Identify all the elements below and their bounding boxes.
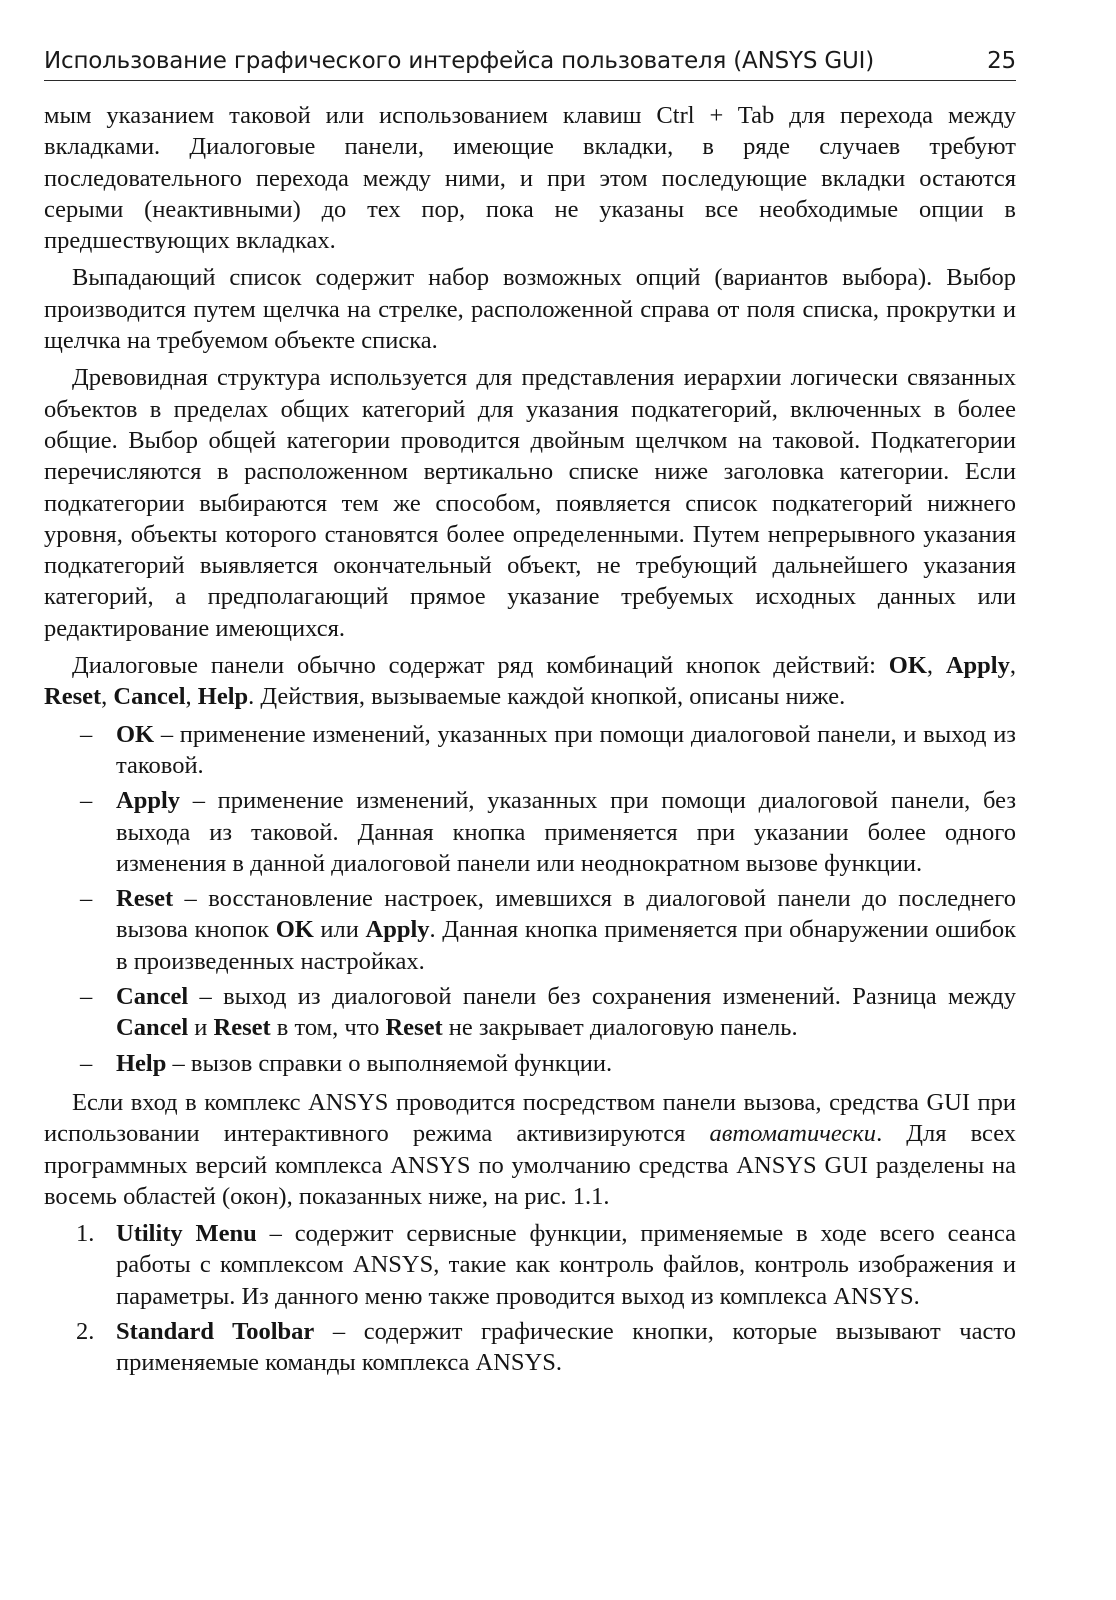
list-text-apply: – применение изменений, указанных при помощи диалоговой панели, без выхода из таковой. Данная кнопка применяется при указании более одного изменения в данной диалоговой панели или неоднократном вызове функции. — [116, 787, 1016, 877]
list-item-standard-toolbar — [44, 1316, 1016, 1379]
dash-marker: – — [80, 885, 93, 913]
header-rule — [44, 80, 1016, 81]
list-text-cancel: – выход из диалоговой панели без сохранения изменений. Разница между — [188, 983, 1016, 1011]
list-term-cancel: Cancel — [116, 983, 189, 1011]
list-text-cancel-mid2: в том, что — [270, 1014, 386, 1042]
list-text-cancel-tail: не закрывает диалоговую панель. — [442, 1014, 798, 1042]
list-number: 1. — [76, 1220, 95, 1248]
action-buttons-list — [44, 719, 1016, 1079]
term-reset: Reset — [44, 683, 102, 711]
dash-marker: – — [80, 787, 93, 815]
list-term-help: Help — [116, 1049, 167, 1077]
dash-marker: – — [80, 720, 93, 748]
paragraph-tabs-continuation: мым указанием таковой или использованием клавиш Ctrl + Tab для перехода между вкладками. Диалоговые панели, имеющие вкладки, в ряде случаев требуют последовательного перехода между ними, и при этом последующие вкладки остаются серыми (неактивными) до тех пор, пока не указаны все необходимые опции в предшествующих вкладках. — [44, 102, 1016, 255]
dash-marker: – — [80, 1049, 93, 1077]
list-term-cancel-2: Cancel — [116, 1014, 189, 1042]
list-text-ok: – применение изменений, указанных при помощи диалоговой панели, и выход из таковой. — [116, 720, 1016, 779]
list-term-apply: Apply — [116, 787, 181, 815]
list-term-cancel-reset: Reset — [213, 1014, 271, 1042]
action-buttons-tail: . Действия, вызываемые каждой кнопкой, описаны ниже. — [248, 683, 846, 711]
term-ok: OK — [888, 652, 927, 680]
term-apply: Apply — [945, 652, 1010, 680]
paragraph-gui-areas — [44, 1087, 1016, 1212]
gui-areas-tail: . Для всех программных версий комплекса ANSYS по умолчанию средства ANSYS GUI разделены на восемь областей (окон), показанных ниже, на рис. 1.1. — [44, 1120, 1017, 1210]
running-head-title: Использование графического интерфейса пользователя (ANSYS GUI) — [44, 48, 874, 74]
list-term-cancel-reset-2: Reset — [385, 1014, 443, 1042]
term-cancel: Cancel — [113, 683, 186, 711]
list-text-reset-tail: . Данная кнопка применяется при обнаружении ошибок в произведенных настройках. — [116, 916, 1016, 975]
term-help: Help — [197, 683, 249, 711]
list-item-ok — [44, 719, 1016, 782]
list-term-utility-menu: Utility Menu — [116, 1220, 257, 1248]
paragraph-tree-structure: Древовидная структура используется для представления иерархии логически связанных объектов в пределах общих категорий для указания подкатегорий, включенных в более общие. Выбор общей категории проводится двойным щелчком на таковой. Подкатегории перечисляются в расположенном вертикально списке ниже заголовка категории. Если подкатегории выбираются тем же способом, появляется список подкатегорий нижнего уровня, объекты которого становятся более определенными. Путем непрерывного указания подкатегорий выявляется окончательный объект, не требующий дальнейшего указания категорий, а предполагающий прямое указание требуемых исходных данных или редактирование имеющихся. — [44, 364, 1016, 642]
running-head — [44, 34, 1016, 74]
page-number: 25 — [987, 48, 1016, 74]
body-text — [44, 100, 1016, 1387]
list-term-reset-ok: OK — [275, 916, 314, 944]
paragraph-action-buttons: Диалоговые панели обычно содержат ряд комбинаций кнопок действий: OK, Apply, Reset, Cancel, Help. Действия, вызываемые каждой кнопкой, описаны ниже. — [44, 652, 1016, 711]
list-text-cancel-mid: и — [188, 1014, 214, 1042]
dash-marker: – — [80, 983, 93, 1011]
gui-areas-list — [44, 1218, 1016, 1378]
list-term-ok: OK — [116, 720, 155, 748]
list-text-reset-mid: или — [313, 916, 366, 944]
list-text-utility-menu: – содержит сервисные функции, применяемые в ходе всего сеанса работы с комплексом ANSYS, такие как контроль файлов, контроль изображения и параметры. Из данного меню также проводится выход из комплекса ANSYS. — [116, 1220, 1017, 1310]
list-item-help — [44, 1048, 1016, 1079]
list-item-utility-menu — [44, 1218, 1016, 1312]
list-term-standard-toolbar: Standard Toolbar — [116, 1317, 315, 1345]
list-term-reset-apply: Apply — [365, 916, 430, 944]
list-text-reset: – восстановление настроек, имевшихся в диалоговой панели до последнего вызова кнопок — [116, 885, 1016, 944]
list-number: 2. — [76, 1317, 95, 1345]
list-item-reset — [44, 883, 1016, 977]
paragraph-dropdown-list: Выпадающий список содержит набор возможных опций (вариантов выбора). Выбор производится путем щелчка на стрелке, расположенной справа от поля списка, прокрутки и щелчка на требуемом объекте списка. — [44, 264, 1016, 355]
action-buttons-lead: Диалоговые панели обычно содержат ряд комбинаций кнопок действий: — [72, 652, 876, 680]
gui-areas-italic: автоматически — [709, 1120, 877, 1148]
list-text-standard-toolbar: – содержит графические кнопки, которые вызывают часто применяемые команды комплекса ANSYS. — [116, 1317, 1016, 1377]
list-term-reset: Reset — [116, 885, 174, 913]
gui-areas-lead: Если вход в комплекс ANSYS проводится посредством панели вызова, средства GUI при использовании интерактивного режима активизируются — [44, 1088, 1016, 1148]
list-item-cancel — [44, 981, 1016, 1044]
list-text-help: – вызов справки о выполняемой функции. — [166, 1049, 613, 1077]
list-item-apply — [44, 785, 1016, 879]
